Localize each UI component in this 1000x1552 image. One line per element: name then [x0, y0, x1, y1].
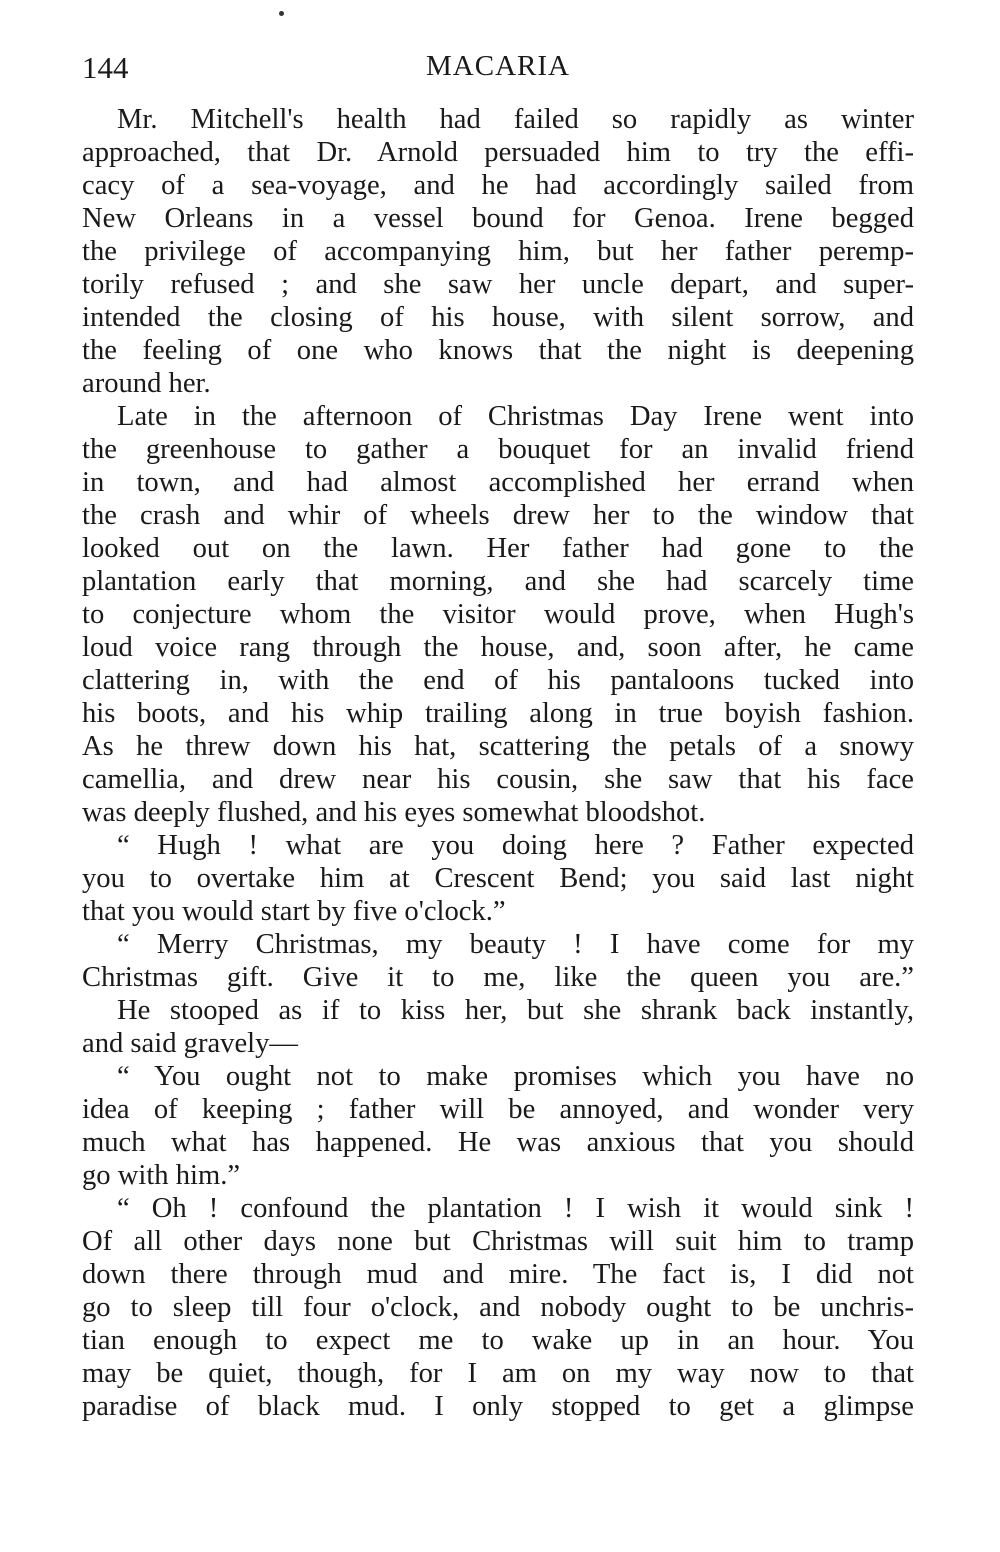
text-line: the privilege of accompanying him, but her father peremp- [82, 236, 914, 267]
text-line: tian enough to expect me to wake up in an hour. You [82, 1325, 914, 1356]
text-line: “ Hugh ! what are you doing here ? Father expected [117, 830, 914, 861]
running-head: MACARIA [426, 50, 570, 82]
text-line: much what has happened. He was anxious that you should [82, 1127, 914, 1158]
body-text [82, 103, 914, 1423]
text-line: around her. [82, 368, 211, 399]
text-line: go to sleep till four o'clock, and nobody ought to be unchris- [82, 1292, 914, 1323]
text-line: go with him.” [82, 1160, 241, 1191]
text-line: torily refused ; and she saw her uncle depart, and super- [82, 269, 914, 300]
text-line: loud voice rang through the house, and, soon after, he came [82, 632, 914, 663]
text-line: may be quiet, though, for I am on my way now to that [82, 1358, 914, 1389]
text-line: the feeling of one who knows that the night is deepening [82, 335, 914, 366]
text-line: and said gravely— [82, 1028, 298, 1059]
text-line: looked out on the lawn. Her father had gone to the [82, 533, 914, 564]
page-header [82, 50, 914, 90]
text-line: Late in the afternoon of Christmas Day Irene went into [117, 401, 914, 432]
text-line: to conjecture whom the visitor would prove, when Hugh's [82, 599, 914, 630]
text-line: camellia, and drew near his cousin, she saw that his face [82, 764, 914, 795]
text-line: Mr. Mitchell's health had failed so rapidly as winter [117, 104, 914, 135]
text-line: New Orleans in a vessel bound for Genoa. Irene begged [82, 203, 914, 234]
text-line: As he threw down his hat, scattering the petals of a snowy [82, 731, 914, 762]
text-line: Christmas gift. Give it to me, like the queen you are.” [82, 962, 914, 993]
text-line: you to overtake him at Crescent Bend; you said last night [82, 863, 914, 894]
text-line: the greenhouse to gather a bouquet for an invalid friend [82, 434, 914, 465]
text-line: paradise of black mud. I only stopped to get a glimpse [82, 1391, 914, 1422]
text-line: that you would start by five o'clock.” [82, 896, 506, 927]
text-line: the crash and whir of wheels drew her to the window that [82, 500, 914, 531]
text-line: approached, that Dr. Arnold persuaded him to try the effi- [82, 137, 914, 168]
text-line: down there through mud and mire. The fact is, I did not [82, 1259, 914, 1290]
text-line: intended the closing of his house, with silent sorrow, and [82, 302, 914, 333]
text-line: “ You ought not to make promises which you have no [117, 1061, 914, 1092]
ink-speck [279, 11, 284, 16]
text-line: was deeply flushed, and his eyes somewhat bloodshot. [82, 797, 706, 828]
text-line: “ Merry Christmas, my beauty ! I have come for my [117, 929, 914, 960]
text-line: in town, and had almost accomplished her errand when [82, 467, 914, 498]
text-line: Of all other days none but Christmas will suit him to tramp [82, 1226, 914, 1257]
text-line: cacy of a sea-voyage, and he had accordingly sailed from [82, 170, 914, 201]
text-line: clattering in, with the end of his pantaloons tucked into [82, 665, 914, 696]
text-line: plantation early that morning, and she had scarcely time [82, 566, 914, 597]
text-line: idea of keeping ; father will be annoyed, and wonder very [82, 1094, 914, 1125]
text-line: “ Oh ! confound the plantation ! I wish it would sink ! [117, 1193, 914, 1224]
text-line: He stooped as if to kiss her, but she shrank back instantly, [117, 995, 914, 1026]
page-number: 144 [82, 50, 129, 85]
text-line: his boots, and his whip trailing along in true boyish fashion. [82, 698, 914, 729]
